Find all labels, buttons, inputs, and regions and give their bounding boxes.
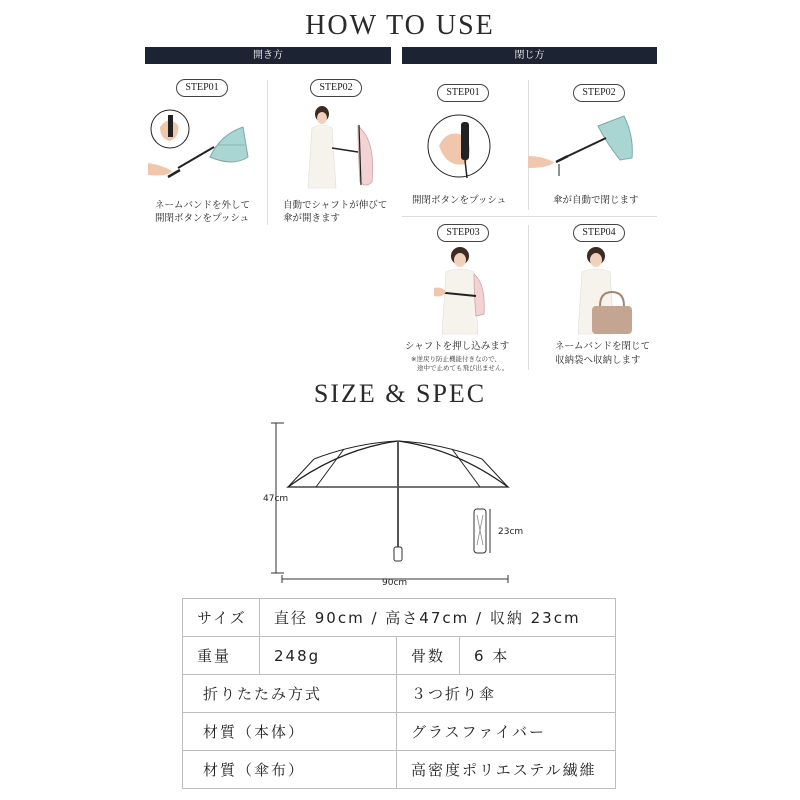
spec-row-size xyxy=(183,599,616,637)
spec-value-size: 直径 90cm / 高さ47cm / 収納 23cm xyxy=(260,599,616,637)
close-step03-illustration xyxy=(430,244,496,336)
close-step01-illustration xyxy=(425,112,495,182)
close-step01-badge: STEP01 xyxy=(437,84,489,102)
close-step04-caption-line2: 収納袋へ収納します xyxy=(555,355,641,366)
spec-label-fold: 折りたたみ方式 xyxy=(183,675,397,713)
spec-row-weight-ribs xyxy=(183,637,616,675)
spec-value-material-cloth: 高密度ポリエステル繊維 xyxy=(397,751,616,789)
how-to-use-title: HOW TO USE xyxy=(305,10,495,41)
open-step02-badge: STEP02 xyxy=(310,79,362,97)
close-step04-caption-line1: ネームバンドを閉じて xyxy=(555,341,651,352)
umbrella-size-diagram xyxy=(260,415,540,595)
height-label: 47cm xyxy=(263,494,289,504)
close-step04-badge: STEP04 xyxy=(573,224,625,242)
spec-value-fold: ３つ折り傘 xyxy=(397,675,616,713)
width-label: 90cm xyxy=(382,578,408,588)
close-step02-badge: STEP02 xyxy=(573,84,625,102)
open-section-header: 開き方 xyxy=(145,47,391,64)
spec-value-weight: 248g xyxy=(260,637,397,675)
spec-row-material-cloth xyxy=(183,751,616,789)
open-step02-illustration xyxy=(300,100,380,192)
spec-value-material-body: グラスファイバー xyxy=(397,713,616,751)
folded-length-label: 23cm xyxy=(498,527,524,537)
close-step03-note-line2: 途中で止めても飛び出ません。 xyxy=(417,364,509,372)
size-spec-title: SIZE & SPEC xyxy=(313,379,487,408)
spec-value-ribs: 6 本 xyxy=(460,637,616,675)
spec-label-ribs: 骨数 xyxy=(397,637,460,675)
close-step01-caption: 開閉ボタンをプッシュ xyxy=(412,195,507,206)
divider xyxy=(402,216,657,217)
open-step01-badge: STEP01 xyxy=(176,79,228,97)
close-step03-badge: STEP03 xyxy=(437,224,489,242)
open-step01-illustration xyxy=(148,105,258,190)
close-section-header: 閉じ方 xyxy=(402,47,657,64)
spec-row-fold xyxy=(183,675,616,713)
divider xyxy=(267,80,268,225)
close-step02-illustration xyxy=(528,112,640,182)
spec-label-size: サイズ xyxy=(183,599,260,637)
spec-row-material-body xyxy=(183,713,616,751)
close-step03-caption: シャフトを押し込みます xyxy=(405,341,510,352)
spec-label-material-body: 材質（本体） xyxy=(183,713,397,751)
open-step01-caption-line2: 開閉ボタンをプッシュ xyxy=(155,213,250,224)
open-step02-caption-line1: 自動でシャフトが伸びて xyxy=(283,200,388,211)
open-step01-caption-line1: ネームバンドを外して xyxy=(155,200,251,211)
spec-label-weight: 重量 xyxy=(183,637,260,675)
spec-label-material-cloth: 材質（傘布） xyxy=(183,751,397,789)
close-step04-illustration xyxy=(570,244,640,336)
close-step03-note-line1: ※逆戻り防止機能付きなので、 xyxy=(411,355,501,363)
divider xyxy=(528,225,529,370)
open-step02-caption-line2: 傘が開きます xyxy=(283,213,341,224)
close-step02-caption: 傘が自動で閉じます xyxy=(553,195,639,206)
spec-table xyxy=(182,598,616,789)
